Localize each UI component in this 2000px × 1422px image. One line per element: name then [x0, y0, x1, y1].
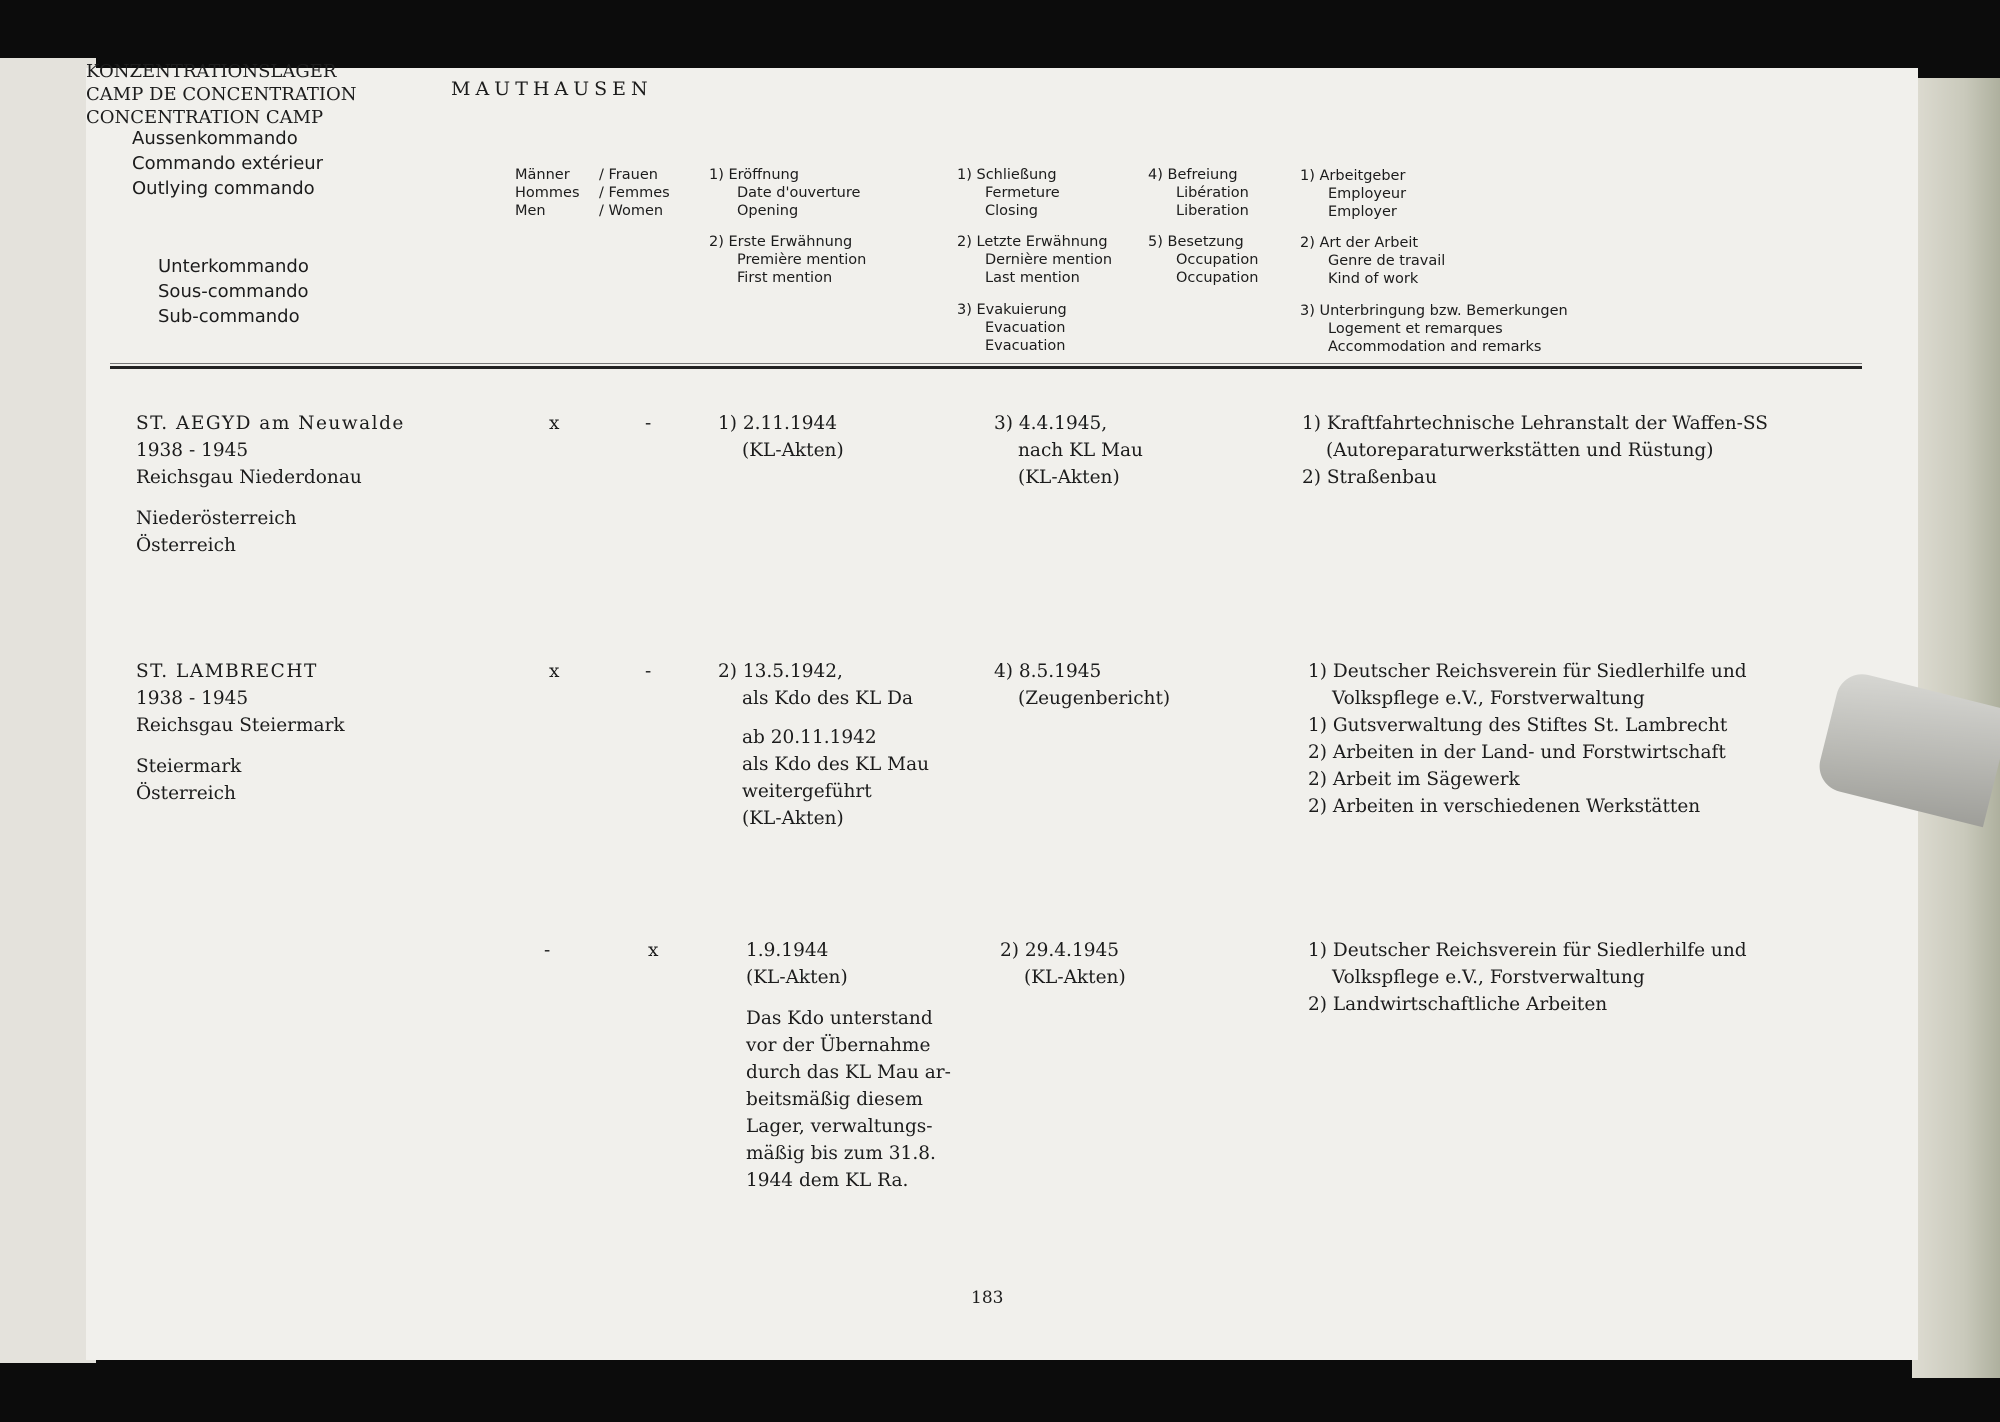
entry-opening-line: als Kdo des KL Da: [742, 688, 914, 709]
legend-closing-2-fr: Dernière mention: [985, 252, 1113, 268]
legend-liberation-1-de: 4) Befreiung: [1148, 167, 1238, 183]
entry-name: ST. LAMBRECHT: [136, 661, 318, 682]
legend-closing-1: [957, 166, 1060, 220]
entry-work: [1302, 410, 1768, 491]
entry-location-state: Steiermark: [136, 756, 242, 777]
unterkommando-en: Sub-commando: [158, 306, 300, 327]
entry-opening-line: (KL-Akten): [742, 808, 844, 829]
entry-region: Reichsgau Niederdonau: [136, 467, 362, 488]
entry-opening-line: weitergeführt: [742, 781, 872, 802]
entry-women-mark: x: [648, 940, 659, 961]
entry-closing-line: 2) 29.4.1945: [1000, 940, 1120, 961]
entry-closing-line: 3) 4.4.1945,: [994, 413, 1108, 434]
legend-employer-1: [1300, 167, 1406, 221]
legend-employer-1-fr: Employeur: [1328, 186, 1407, 202]
camp-name: MAUTHAUSEN: [451, 78, 653, 100]
legend-liberation-1-en: Liberation: [1176, 203, 1249, 219]
entry-name: ST. AEGYD am Neuwalde: [136, 413, 405, 434]
entry-women-mark: -: [645, 661, 652, 682]
entry-women-mark: -: [645, 413, 652, 434]
legend-liberation-2-de: 5) Besetzung: [1148, 234, 1244, 250]
left-page-edge: [0, 58, 96, 1363]
entry-work-line: 2) Straßenbau: [1302, 467, 1437, 488]
legend-closing-2: [957, 233, 1112, 287]
legend-closing-3: [957, 301, 1067, 355]
entry-work-line: Volkspflege e.V., Forstverwaltung: [1332, 688, 1645, 709]
entry-opening-line: 2) 13.5.1942,: [718, 661, 843, 682]
legend-liberation-1-fr: Libération: [1176, 185, 1249, 201]
legend-opening-2: [709, 233, 866, 287]
gender-women-de: / Frauen: [599, 167, 658, 183]
entry-opening-line: 1944 dem KL Ra.: [746, 1170, 909, 1191]
legend-liberation-2: [1148, 233, 1258, 287]
entry-opening: [746, 937, 951, 1194]
camp-type-block: [86, 60, 356, 129]
unterkommando-de: Unterkommando: [158, 256, 309, 277]
entry-work: [1308, 658, 1747, 820]
entry-work-line: 1) Deutscher Reichsverein für Siedlerhilfe und: [1308, 661, 1747, 682]
entry-men-mark: -: [544, 940, 551, 961]
aussenkommando-de: Aussenkommando: [132, 128, 298, 149]
entry-opening-line: Lager, verwaltungs-: [746, 1116, 933, 1137]
entry-closing-line: 4) 8.5.1945: [994, 661, 1102, 682]
entry-opening-line: vor der Übernahme: [746, 1035, 931, 1056]
legend-closing-3-en: Evacuation: [985, 338, 1066, 354]
entry-men-mark: x: [549, 661, 560, 682]
gender-men-de: Männer: [515, 167, 570, 183]
entry-opening-line: 1.9.1944: [746, 940, 829, 961]
entry-opening-line: beitsmäßig diesem: [746, 1089, 923, 1110]
legend-liberation-1: [1148, 166, 1249, 220]
entry-work-line: 1) Gutsverwaltung des Stiftes St. Lambrecht: [1308, 715, 1728, 736]
entry-opening-line: Das Kdo unterstand: [746, 1008, 933, 1029]
entry-years: 1938 - 1945: [136, 440, 249, 461]
legend-opening-1: [709, 166, 860, 220]
legend-opening-1-fr: Date d'ouverture: [737, 185, 861, 201]
gender-men-fr: Hommes: [515, 185, 580, 201]
entry-opening-line: 1) 2.11.1944: [718, 413, 838, 434]
legend-opening-2-en: First mention: [737, 270, 833, 286]
legend-employer-2: [1300, 234, 1445, 288]
unterkommando-block: [158, 254, 309, 329]
legend-employer-1-en: Employer: [1328, 204, 1397, 220]
header-rule-thin: [110, 363, 1862, 364]
entry-work-line: 2) Arbeiten in der Land- und Forstwirtschaft: [1308, 742, 1726, 763]
entry-location-state: Niederösterreich: [136, 508, 297, 529]
entry-location-country: Österreich: [136, 535, 236, 556]
unterkommando-fr: Sous-commando: [158, 281, 309, 302]
gender-women-en: / Women: [599, 203, 664, 219]
entry-work-line: 2) Arbeit im Sägewerk: [1308, 769, 1520, 790]
entry-men-mark: x: [549, 413, 560, 434]
page-number: 183: [971, 1288, 1004, 1308]
camp-type-fr: CAMP DE CONCENTRATION: [86, 84, 357, 105]
entry-work-line: 2) Landwirtschaftliche Arbeiten: [1308, 994, 1608, 1015]
entry-closing-line: (Zeugenbericht): [1018, 688, 1171, 709]
legend-employer-2-de: 2) Art der Arbeit: [1300, 235, 1419, 251]
legend-opening-2-de: 2) Erste Erwähnung: [709, 234, 853, 250]
aussenkommando-fr: Commando extérieur: [132, 153, 324, 174]
legend-employer-3-de: 3) Unterbringung bzw. Bemerkungen: [1300, 303, 1568, 319]
gender-men-en: Men: [515, 203, 546, 219]
entry-work-line: Volkspflege e.V., Forstverwaltung: [1332, 967, 1645, 988]
legend-closing-1-fr: Fermeture: [985, 185, 1060, 201]
entry-opening-line: durch das KL Mau ar-: [746, 1062, 951, 1083]
legend-closing-2-en: Last mention: [985, 270, 1080, 286]
document-page: [86, 61, 1918, 1360]
header-rule: [110, 366, 1862, 369]
entry-closing: [994, 410, 1143, 491]
legend-opening-1-en: Opening: [737, 203, 799, 219]
gender-legend: [515, 166, 670, 220]
camp-type-de: KONZENTRATIONSLAGER: [86, 61, 337, 82]
aussenkommando-block: [132, 126, 323, 201]
entry-work: [1308, 937, 1747, 1018]
entry-work-line: 1) Kraftfahrtechnische Lehranstalt der Waffen-SS: [1302, 413, 1768, 434]
legend-employer-3: [1300, 302, 1568, 356]
entry-opening-line: mäßig bis zum 31.8.: [746, 1143, 936, 1164]
entry-location-country: Österreich: [136, 783, 236, 804]
legend-closing-2-de: 2) Letzte Erwähnung: [957, 234, 1108, 250]
entry-years: 1938 - 1945: [136, 688, 249, 709]
legend-closing-1-en: Closing: [985, 203, 1039, 219]
entry-opening-line: (KL-Akten): [746, 967, 848, 988]
entry-opening-line: (KL-Akten): [742, 440, 844, 461]
legend-employer-2-fr: Genre de travail: [1328, 253, 1446, 269]
camp-type-en: CONCENTRATION CAMP: [86, 107, 324, 128]
legend-employer-3-en: Accommodation and remarks: [1328, 339, 1542, 355]
entry-closing: [1000, 937, 1126, 991]
legend-liberation-2-fr: Occupation: [1176, 252, 1259, 268]
entry-closing-line: (KL-Akten): [1018, 467, 1120, 488]
entry-closing: [994, 658, 1170, 712]
entry-opening: [718, 410, 844, 464]
entry-region: Reichsgau Steiermark: [136, 715, 345, 736]
entry-closing-line: (KL-Akten): [1024, 967, 1126, 988]
entry-opening: [718, 658, 929, 832]
aussenkommando-en: Outlying commando: [132, 178, 315, 199]
legend-closing-1-de: 1) Schließung: [957, 167, 1057, 183]
gender-women-fr: / Femmes: [599, 185, 670, 201]
entry-work-line: (Autoreparaturwerkstätten und Rüstung): [1326, 440, 1714, 461]
legend-closing-3-de: 3) Evakuierung: [957, 302, 1067, 318]
legend-employer-2-en: Kind of work: [1328, 271, 1419, 287]
entry-work-line: 2) Arbeiten in verschiedenen Werkstätten: [1308, 796, 1701, 817]
entry-st-aegyd-location: [136, 410, 405, 559]
legend-opening-1-de: 1) Eröffnung: [709, 167, 799, 183]
legend-opening-2-fr: Première mention: [737, 252, 867, 268]
legend-employer-3-fr: Logement et remarques: [1328, 321, 1503, 337]
legend-closing-3-fr: Evacuation: [985, 320, 1066, 336]
legend-employer-1-de: 1) Arbeitgeber: [1300, 168, 1406, 184]
entry-work-line: 1) Deutscher Reichsverein für Siedlerhilfe und: [1308, 940, 1747, 961]
entry-opening-line: ab 20.11.1942: [742, 727, 877, 748]
entry-opening-line: als Kdo des KL Mau: [742, 754, 930, 775]
entry-st-lambrecht-location: [136, 658, 345, 807]
entry-closing-line: nach KL Mau: [1018, 440, 1143, 461]
legend-liberation-2-en: Occupation: [1176, 270, 1259, 286]
